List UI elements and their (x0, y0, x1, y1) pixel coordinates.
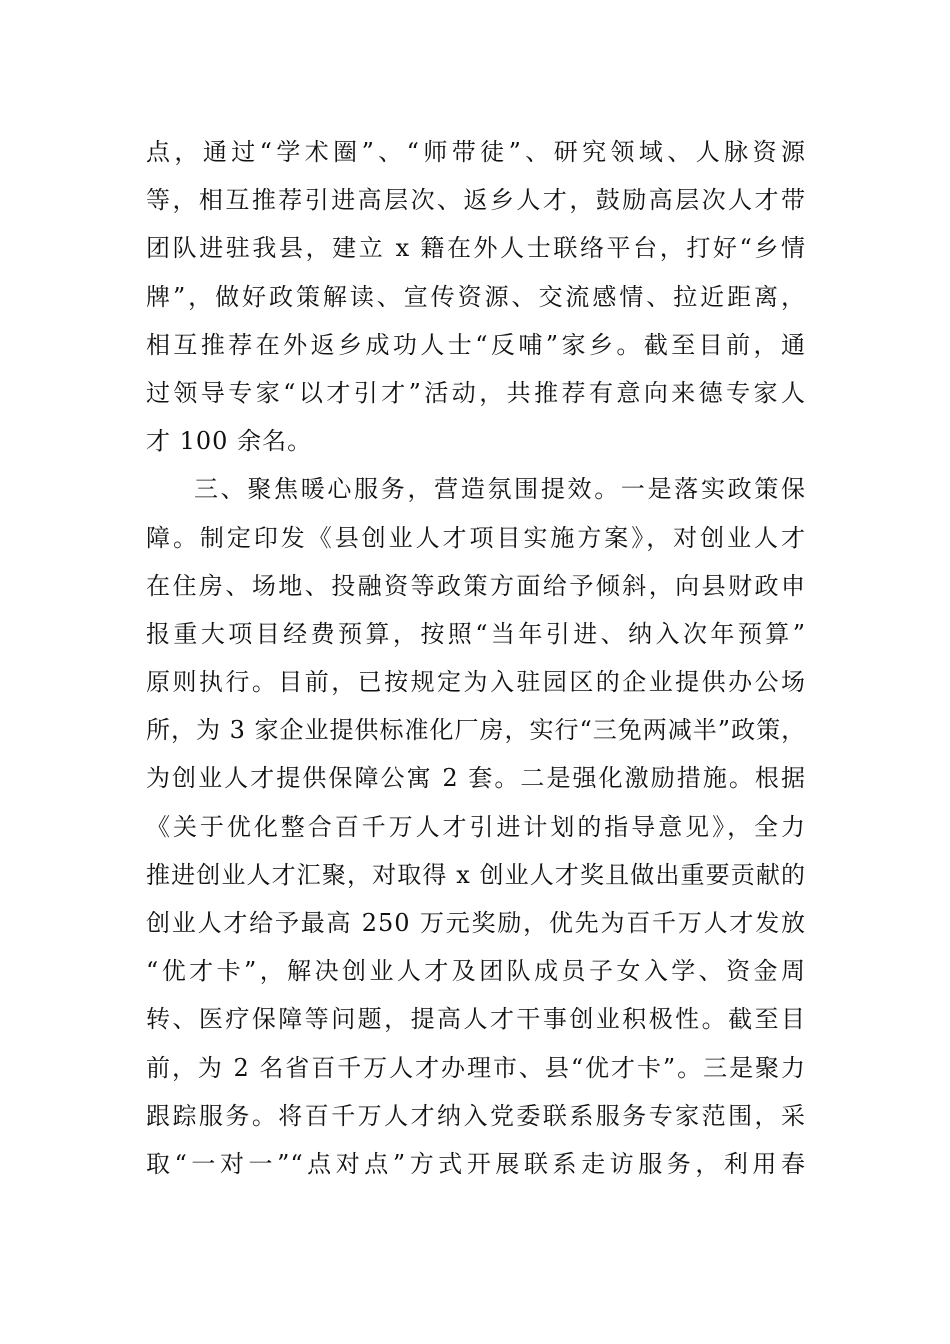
text-line: 所，为 3 家企业提供标准化厂房，实行“三免两减半”政策， (146, 716, 807, 745)
text-line: 创业人才给予最高 250 万元奖励，优先为百千万人才发放 (146, 909, 806, 937)
text-line: 才 100 余名。 (146, 427, 313, 456)
text-line: 报重大项目经费预算，按照“当年引进、纳入次年预算” (146, 619, 806, 648)
text-line: 推进创业人才汇聚，对取得 x 创业人才奖且做出重要贡献的 (146, 860, 806, 889)
text-line: 相互推荐在外返乡成功人士“反哺”家乡。截至目前，通 (146, 330, 806, 359)
body-text (146, 128, 806, 1188)
text-line: 转、医疗保障等问题，提高人才干事创业积极性。截至目 (146, 1005, 806, 1034)
text-line: 过领导专家“以才引才”活动，共推荐有意向来德专家人 (146, 378, 806, 407)
text-line: 为创业人才提供保障公寓 2 套。二是强化激励措施。根据 (146, 764, 806, 793)
text-line: 《关于优化整合百千万人才引进计划的指导意见》，全力 (146, 812, 806, 841)
text-line: 原则执行。目前，已按规定为入驻园区的企业提供办公场 (146, 668, 806, 697)
text-line: 点，通过“学术圈”、“师带徒”、研究领域、人脉资源 (146, 138, 806, 166)
text-line: 跟踪服务。将百千万人才纳入党委联系服务专家范围，采 (146, 1101, 806, 1130)
text-line: “优才卡”，解决创业人才及团队成员子女入学、资金周 (146, 957, 806, 986)
text-line: 前，为 2 名省百千万人才办理市、县“优才卡”。三是聚力 (146, 1053, 806, 1082)
text-line: 障。制定印发《县创业人才项目实施方案》，对创业人才 (146, 523, 806, 552)
text-line: 团队进驻我县，建立 x 籍在外人士联络平台，打好“乡情 (146, 234, 806, 263)
text-line: 牌”，做好政策解读、宣传资源、交流感情、拉近距离， (146, 282, 806, 311)
text-line: 等，相互推荐引进高层次、返乡人才，鼓励高层次人才带 (146, 186, 806, 215)
paragraph-start-line: 三、聚焦暖心服务，营造氛围提效。一是落实政策保 (194, 475, 806, 504)
text-line: 取“一对一”“点对点”方式开展联系走访服务，利用春 (146, 1149, 806, 1178)
text-line: 在住房、场地、投融资等政策方面给予倾斜，向县财政申 (146, 571, 806, 600)
